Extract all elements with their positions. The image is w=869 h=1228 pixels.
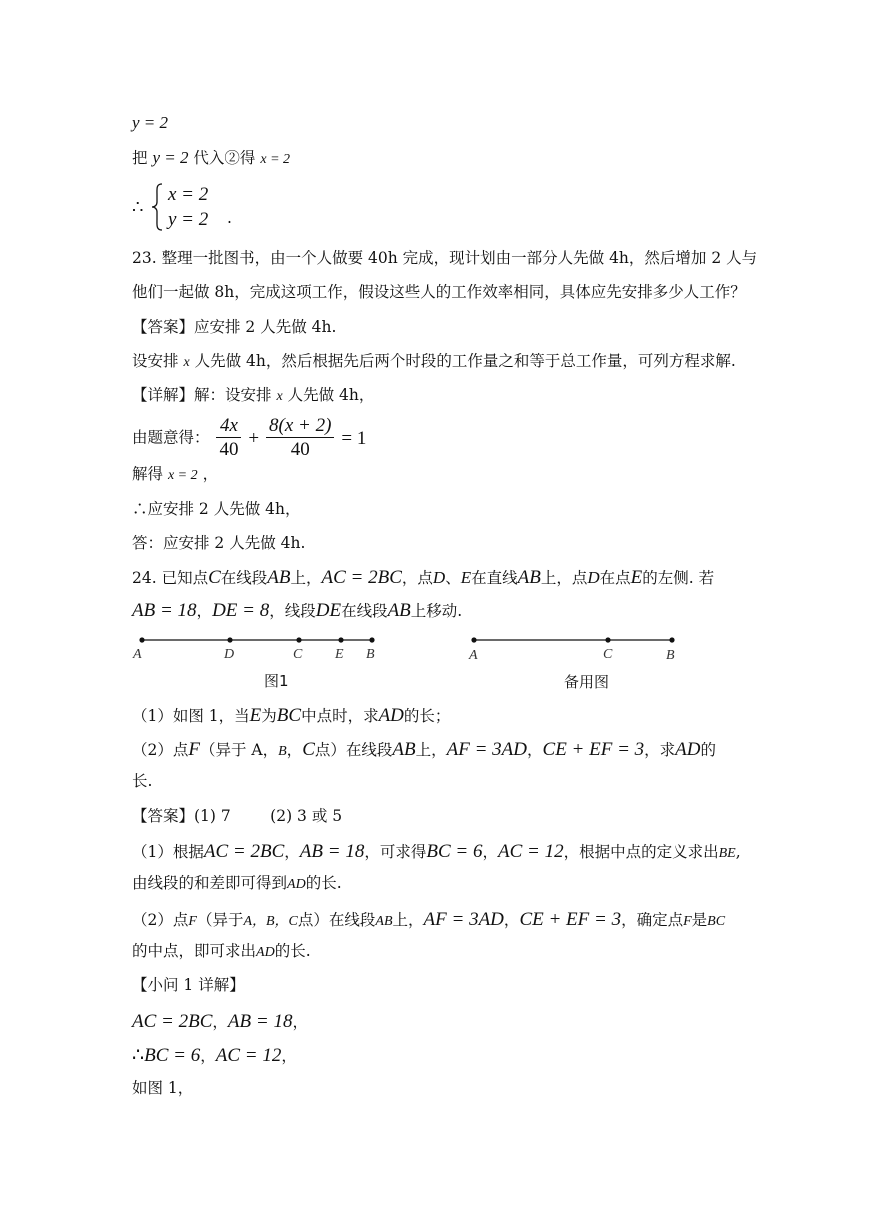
math-expression: AC = 2BC xyxy=(321,567,402,588)
figure-caption: 图1 xyxy=(264,672,289,690)
figure-caption: 备用图 xyxy=(564,673,610,691)
math-expression: AB xyxy=(267,567,291,588)
solution-line-2 xyxy=(132,1046,297,1065)
text: 是 xyxy=(691,911,708,929)
math-expression: AB xyxy=(392,739,416,760)
plus-symbol: + xyxy=(248,427,260,449)
math-expression: AD xyxy=(256,945,275,960)
question-23-line-1 xyxy=(132,251,757,267)
point-dot xyxy=(296,637,301,642)
text: ，求 xyxy=(644,741,676,759)
math-expression: D xyxy=(587,568,600,587)
text: ， xyxy=(212,1013,228,1031)
text: 23. 整理一批图书，由一个人做要 40h 完成，现计划由一部分人先做 4h，然后增加 2 人与 xyxy=(132,249,758,267)
text: 由线段的和差即可得到 xyxy=(132,874,288,892)
text: 上，点 xyxy=(540,569,588,587)
sub-question-1-heading xyxy=(132,978,245,994)
math-expression: AD xyxy=(287,877,306,892)
solve-line xyxy=(132,467,218,483)
text: 长. xyxy=(132,772,153,790)
hint-23 xyxy=(132,354,736,370)
figure-backup xyxy=(466,630,696,694)
math-expression: E xyxy=(630,567,643,588)
detail-23 xyxy=(132,388,374,404)
text: （异于 A， xyxy=(199,741,279,759)
text: 在点 xyxy=(599,569,631,587)
math-expression: E xyxy=(249,705,262,726)
text: 的中点，即可求出 xyxy=(132,942,257,960)
text: 的长. xyxy=(274,942,311,960)
point-dot xyxy=(605,637,610,642)
fraction-denominator: 40 xyxy=(290,438,310,460)
text: ， xyxy=(286,741,303,759)
math-expression: AF = 3AD xyxy=(423,909,504,930)
math-expression: AD xyxy=(378,705,404,726)
text: ， xyxy=(281,1047,297,1065)
part-1-question xyxy=(132,706,450,725)
text: ，可求得 xyxy=(364,843,427,861)
text: 代入②得 xyxy=(193,149,256,167)
solution-line-3 xyxy=(132,1081,193,1097)
text: （异于 xyxy=(196,911,244,929)
text: 的 xyxy=(700,741,717,759)
point-dot xyxy=(227,637,232,642)
answer-24 xyxy=(132,809,342,825)
text: . xyxy=(227,209,232,227)
text: 中点时，求 xyxy=(301,707,379,725)
equation-line xyxy=(132,415,366,462)
text: 解得 xyxy=(132,465,164,483)
text: 在线段 xyxy=(220,569,268,587)
point-label-d: D xyxy=(224,647,235,662)
point-label-b: B xyxy=(366,647,375,662)
final-answer-23 xyxy=(132,536,305,552)
math-expression: D xyxy=(432,568,446,587)
math-expression: AC = 2BC xyxy=(203,841,285,862)
text: ， xyxy=(202,465,219,483)
text: 在线段 xyxy=(341,602,388,620)
text: ， xyxy=(527,741,543,759)
math-expression: BC = 6 xyxy=(144,1045,201,1066)
text: 【小问 1 详解】 xyxy=(132,976,245,994)
point-dot xyxy=(369,637,374,642)
hint-24-line-4 xyxy=(132,944,311,960)
text: （2）点 xyxy=(132,911,189,929)
math-expression: = 1 xyxy=(341,427,367,449)
left-brace-icon xyxy=(150,183,164,231)
conclusion-23 xyxy=(132,502,301,518)
text: 点）在线段 xyxy=(297,911,376,929)
system-equation-2: y = 2 xyxy=(168,209,209,230)
math-expression: F xyxy=(683,914,692,929)
math-expression: BC xyxy=(276,705,302,726)
point-dot xyxy=(669,637,674,642)
math-expression: AF = 3AD xyxy=(446,739,527,760)
math-expression: x = 2 xyxy=(167,468,198,483)
text: 的长. xyxy=(305,874,342,892)
math-expression: F xyxy=(188,914,197,929)
math-expression: x xyxy=(183,355,190,370)
text: （1）如图 1，当 xyxy=(132,707,250,725)
text: 人先做 4h，然后根据先后两个时段的工作量之和等于总工作量，可列方程求解. xyxy=(194,352,736,370)
text: 设安排 xyxy=(132,352,179,370)
point-dot xyxy=(338,637,343,642)
math-expression: x xyxy=(276,389,283,404)
math-expression: AB = 18 xyxy=(227,1011,293,1032)
text: 【详解】解：设安排 xyxy=(132,386,272,404)
hint-24-line-3 xyxy=(132,910,725,929)
math-expression: B xyxy=(278,744,287,759)
text: 为 xyxy=(261,707,277,725)
point-label-a: A xyxy=(469,648,478,663)
fraction-2 xyxy=(266,415,334,462)
text: ，线段 xyxy=(269,602,316,620)
math-expression: DE xyxy=(315,600,342,621)
math-expression: F xyxy=(188,739,200,760)
math-expression: x = 2 xyxy=(260,152,291,167)
text: ，确定点 xyxy=(621,911,684,929)
text: 的左侧. 若 xyxy=(642,569,715,587)
text: 如图 1， xyxy=(132,1079,194,1097)
text: 上， xyxy=(415,741,447,759)
question-24-line-2 xyxy=(132,601,462,620)
math-expression: DE = 8 xyxy=(212,600,270,621)
text: 上移动. xyxy=(410,602,463,620)
point-label-e: E xyxy=(335,647,344,662)
math-expression: y = 2 xyxy=(132,113,169,132)
point-dot xyxy=(471,637,476,642)
text: ， xyxy=(196,602,213,620)
text: ，根据中点的定义求出 xyxy=(563,843,719,861)
text: , xyxy=(735,843,741,861)
math-expression: BE xyxy=(718,846,736,861)
math-expression: CE + EF = 3 xyxy=(519,909,622,930)
text: ， xyxy=(292,1013,308,1031)
text: ， xyxy=(200,1047,216,1065)
math-expression: AC = 12 xyxy=(215,1045,282,1066)
text: ，点 xyxy=(401,569,433,587)
point-label-b: B xyxy=(666,648,675,663)
part-2-question xyxy=(132,740,716,759)
math-expression: BC = 6 xyxy=(426,841,483,862)
text: 把 xyxy=(132,149,148,167)
math-expression: BC xyxy=(707,914,726,929)
math-expression: CE + EF = 3 xyxy=(542,739,645,760)
system-equation-1: x = 2 xyxy=(168,184,209,205)
point-label-a: A xyxy=(133,647,142,662)
text: 、 xyxy=(445,569,461,587)
text: 点）在线段 xyxy=(314,741,393,759)
math-expression: AD xyxy=(675,739,701,760)
equation-system xyxy=(132,183,252,231)
text: 24. 已知点 xyxy=(132,569,209,587)
text: ， xyxy=(284,843,300,861)
fraction-1 xyxy=(216,415,241,462)
fraction-numerator: 4x xyxy=(216,415,241,438)
fraction-numerator: 8(x + 2) xyxy=(266,415,334,438)
answer-23 xyxy=(132,320,336,336)
question-23-line-2 xyxy=(132,285,746,301)
figure-1 xyxy=(130,630,390,694)
text: 【答案】应安排 2 人先做 4h. xyxy=(132,318,337,336)
math-expression: A，B，C xyxy=(243,914,298,929)
text: ∴应安排 2 人先做 4h， xyxy=(132,500,301,518)
math-expression: C xyxy=(208,567,221,588)
text: ， xyxy=(503,911,520,929)
math-expression: AB xyxy=(387,600,411,621)
math-expression: AB = 18 xyxy=(299,841,365,862)
text: 【答案】(1) 7 (2) 3 或 5 xyxy=(132,807,343,825)
part-2-question-cont xyxy=(132,774,152,790)
solution-line-1 xyxy=(132,1012,308,1031)
text: （1）根据 xyxy=(132,843,204,861)
therefore-symbol: ∴ xyxy=(132,1045,145,1066)
text: 上， xyxy=(290,569,322,587)
text: 人先做 4h， xyxy=(287,386,375,404)
text: 由题意得： xyxy=(132,428,210,447)
text: 上， xyxy=(392,911,424,929)
line-substitute xyxy=(132,149,290,167)
text: 的长； xyxy=(403,707,451,725)
point-label-c: C xyxy=(293,647,303,662)
text: 答：应安排 2 人先做 4h. xyxy=(132,534,306,552)
math-expression: E xyxy=(460,568,472,587)
math-expression: AB xyxy=(375,914,393,929)
math-expression: y = 2 xyxy=(152,148,189,167)
point-label-c: C xyxy=(603,647,613,662)
question-24-line-1 xyxy=(132,568,714,587)
hint-24-line-1 xyxy=(132,842,741,861)
text: 在直线 xyxy=(471,569,518,587)
line-y-equals-2 xyxy=(132,114,168,132)
text: （2）点 xyxy=(132,741,189,759)
math-expression: AB xyxy=(517,567,541,588)
math-expression: AC = 2BC xyxy=(132,1011,213,1032)
math-expression: AC = 12 xyxy=(497,841,564,862)
point-dot xyxy=(139,637,144,642)
math-expression: C xyxy=(302,739,315,760)
text: ， xyxy=(482,843,498,861)
text: 他们一起做 8h，完成这项工作，假设这些人的工作效率相同，具体应先安排多少人工作？ xyxy=(132,283,746,301)
math-expression: AB = 18 xyxy=(132,600,197,621)
fraction-denominator: 40 xyxy=(219,438,239,460)
therefore-symbol: ∴ xyxy=(132,197,144,218)
hint-24-line-2 xyxy=(132,876,342,892)
